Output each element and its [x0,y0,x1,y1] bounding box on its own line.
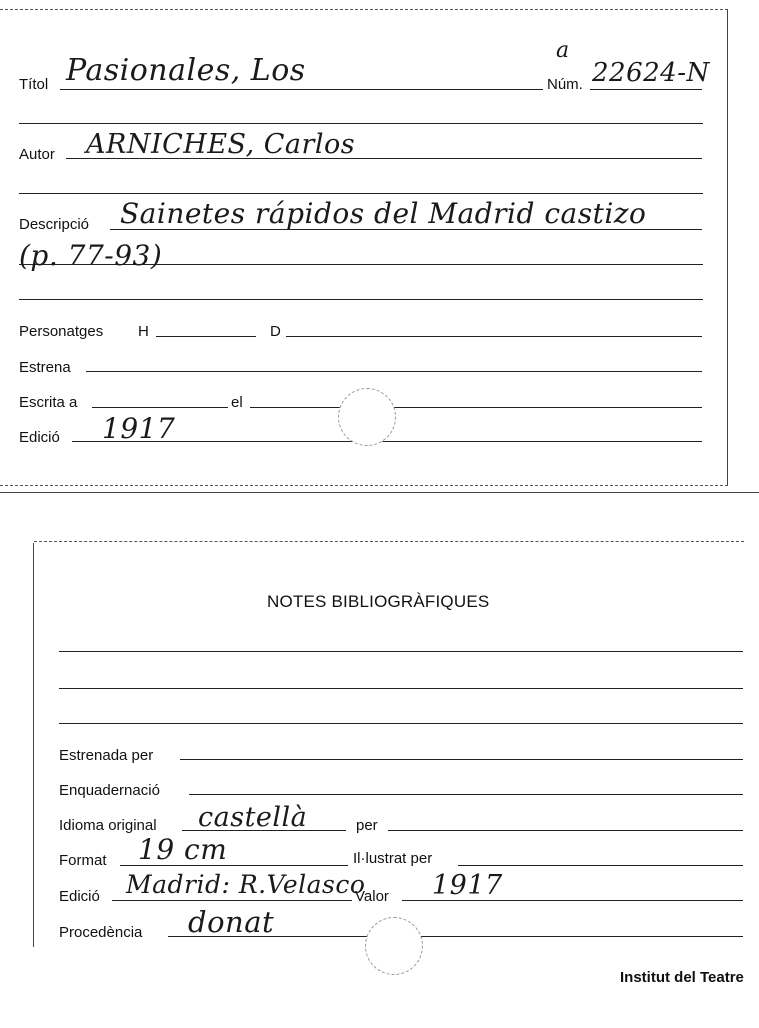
notes-title: NOTES BIBLIOGRÀFIQUES [267,592,490,611]
d-line [286,336,702,337]
num-label: Núm. [547,76,583,93]
format-label: Format [59,852,107,869]
valor-label: Valor [355,888,389,905]
h-label: H [138,323,149,340]
descripcio-label: Descripció [19,216,90,233]
per-label: per [356,817,378,834]
rule [19,123,703,124]
titol-value: Pasionales, Los [66,53,306,88]
back-edicio-label: Edició [59,888,100,905]
rule [19,299,703,300]
personatges-label: Personatges [19,323,104,340]
back-edicio-line [112,900,352,901]
back-card-top-edge [34,541,744,542]
idioma-label: Idioma original [59,817,157,834]
num-value: 22624-N [592,58,710,88]
back-edicio-value: Madrid: R.Velasco [126,870,366,899]
estrena-line [86,371,702,372]
estrena-label: Estrena [19,359,71,376]
back-card-left-edge [33,543,34,947]
valor-value: 1917 [432,870,503,901]
enquadernacio-line [189,794,743,795]
descripcio-value-line2: (p. 77-93) [19,239,163,272]
h-line [156,336,256,337]
per-line [388,830,743,831]
front-card-top-edge [0,9,728,10]
d-label: D [270,323,281,340]
enquadernacio-label: Enquadernació [59,782,160,799]
front-card-right-edge [727,9,728,485]
el-label: el [231,394,243,411]
notes-line [59,688,743,689]
titol-label: Títol [19,76,49,93]
autor-label: Autor [19,146,55,163]
autor-value: ARNICHES, Carlos [86,129,356,160]
descripcio-value-line1: Sainetes rápidos del Madrid castizo [120,197,647,230]
estrenada-line [180,759,743,760]
escrita-label: Escrita a [19,394,78,411]
institution-footer: Institut del Teatre [620,969,744,986]
punch-hole [365,917,423,975]
idioma-value: castellà [198,802,308,833]
punch-hole [338,388,396,446]
escrita-line [92,407,228,408]
el-line [250,407,702,408]
procedencia-value: donat [188,905,275,939]
edicio-value: 1917 [102,412,176,445]
edicio-label: Edició [19,429,60,446]
illustrat-label: Il·lustrat per [353,850,433,867]
estrenada-label: Estrenada per [59,747,154,764]
notes-line [59,651,743,652]
titol-line [60,89,543,90]
format-value: 19 cm [138,833,228,866]
page-divider [0,492,759,493]
procedencia-label: Procedència [59,924,143,941]
num-line [590,89,702,90]
front-card-bottom-edge [0,485,728,486]
illustrat-line [458,865,743,866]
rule [19,193,703,194]
notes-line [59,723,743,724]
num-prefix: a [556,38,570,63]
